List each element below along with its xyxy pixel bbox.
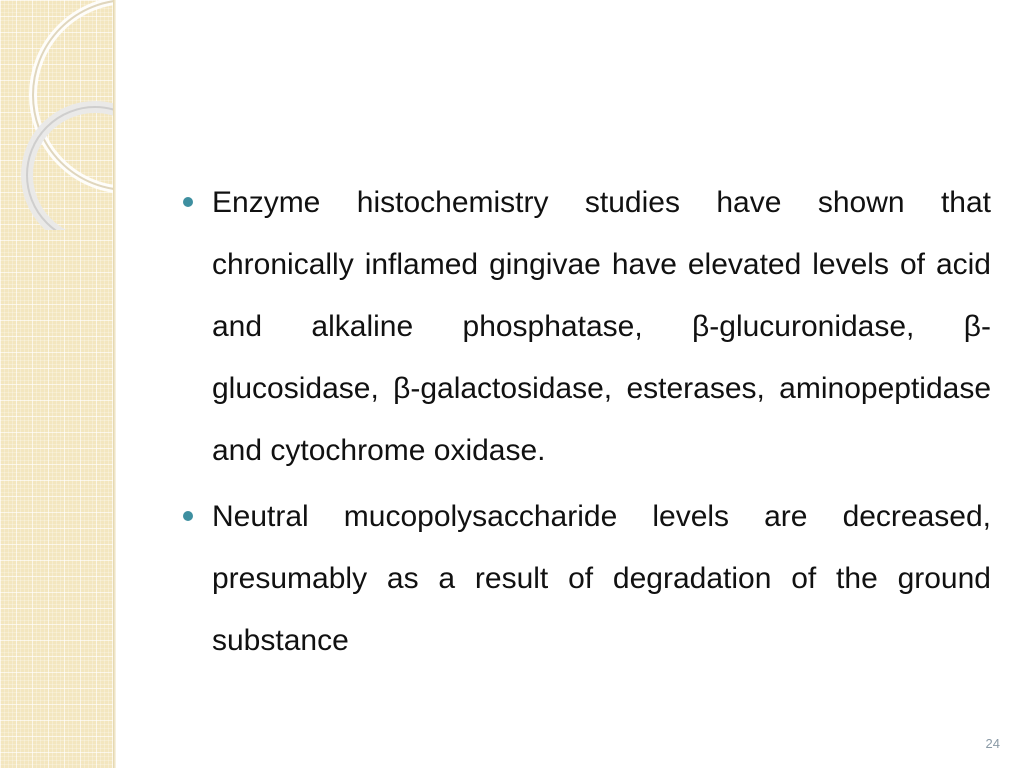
bullet-dot-icon xyxy=(183,197,193,207)
bullet-dot-icon xyxy=(183,511,193,521)
slide-content xyxy=(183,172,991,676)
page-number: 24 xyxy=(985,736,1000,751)
decorative-circles xyxy=(0,0,113,230)
decorative-side-panel xyxy=(0,0,113,768)
bullet-text: Enzyme histochemistry studies have shown that chronically inflamed gingivae have elevated levels of acid and alkaline phosphatase, β-glucuronidase, β-glucosidase, β-galactosidase, esterases, aminopeptidase and cytochrome oxidase. xyxy=(212,186,991,467)
bullet-item xyxy=(183,172,991,482)
bullet-text: Neutral mucopolysaccharide levels are decreased, presumably as a result of degradation of the ground substance xyxy=(212,500,991,657)
side-panel-edge xyxy=(113,0,116,768)
bullet-item xyxy=(183,486,991,672)
